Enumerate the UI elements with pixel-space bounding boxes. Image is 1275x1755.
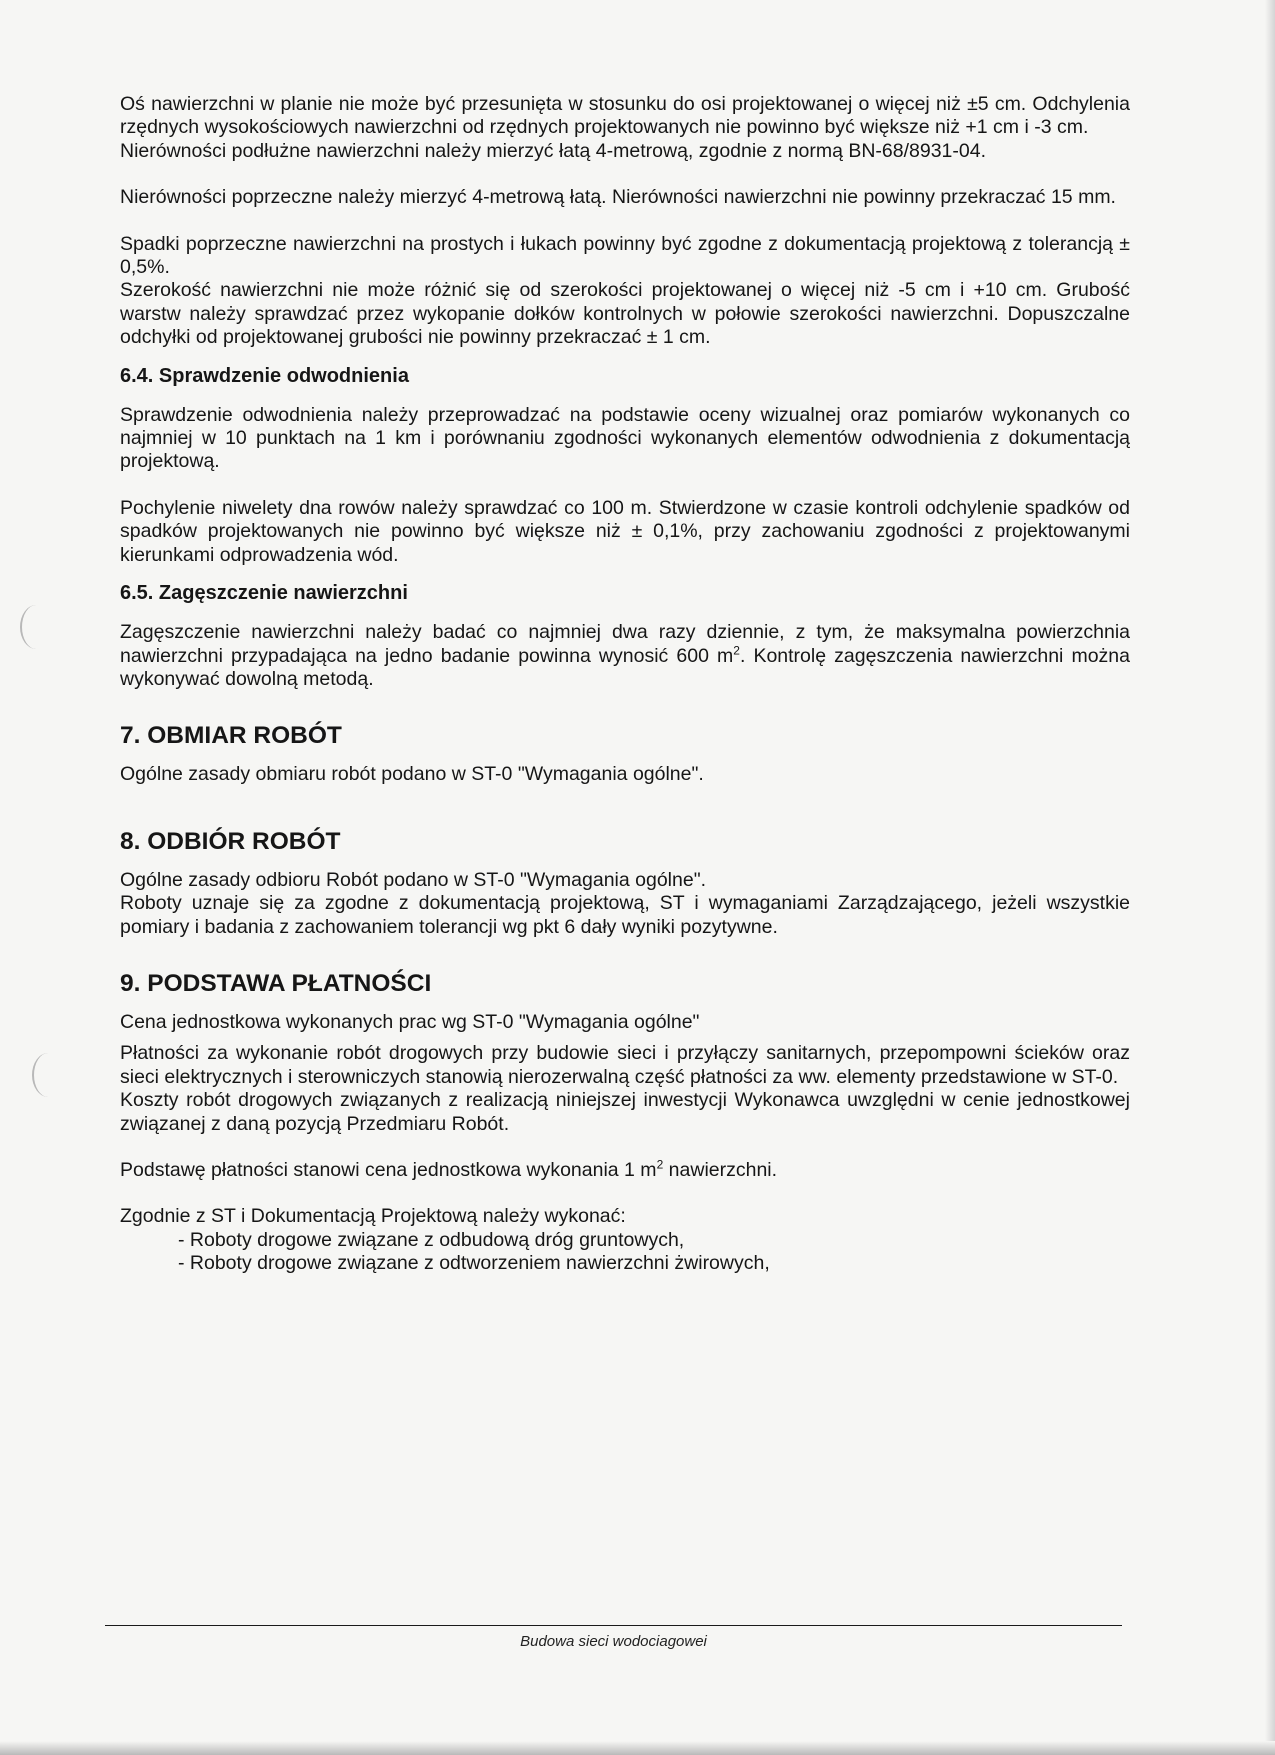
paragraph-width-thickness: Szerokość nawierzchni nie może różnić się od szerokości projektowanej o więcej niż -5 cm i +10 cm. Grubość warstw należy sprawdzać przez wykopanie dołków kontrolnych w połowie szerokości nawierzchni. Dopuszczalne odchyłki od projektowanej grubości nie powinny przekraczać ± 1 cm.: [120, 279, 1130, 349]
document-page: [120, 93, 1130, 1276]
punch-hole-upper: [20, 605, 52, 649]
paragraph-scope-intro: Zgodnie z ST i Dokumentacją Projektową należy wykonać:: [120, 1205, 626, 1228]
heading-9: 9. PODSTAWA PŁATNOŚCI: [120, 969, 432, 997]
punch-hole-lower: [32, 1053, 64, 1097]
paragraph-transverse-unevenness: Nierówności poprzeczne należy mierzyć 4-metrową łatą. Nierówności nawierzchni nie powinny przekraczać 15 mm.: [120, 186, 1116, 209]
heading-7: 7. OBMIAR ROBÓT: [120, 722, 342, 750]
paragraph-payment-basis-text-end: nawierzchni.: [663, 1158, 778, 1181]
list-item: - Roboty drogowe związane z odbudową dróg gruntowych,: [178, 1228, 685, 1251]
scan-edge-right: [1265, 0, 1275, 1755]
superscript-2-payment: 2: [656, 1157, 664, 1172]
paragraph-compaction-text: Zagęszczenie nawierzchni należy badać co najmniej dwa razy dziennie, z tym, że maksymalna powierzchnia nawierzchni przypadająca na jedno badanie powinna wynosić 600 m: [120, 621, 1130, 667]
paragraph-drainage-check: Sprawdzenie odwodnienia należy przeprowadzać na podstawie oceny wizualnej oraz pomiarów wykonanych co najmniej w 10 punktach na 1 km i porównaniu zgodności wykonanych elementów odwodnienia z dokumentacją projektową.: [120, 403, 1130, 473]
heading-8: 8. ODBIÓR ROBÓT: [120, 827, 341, 855]
paragraph-unit-price: Cena jednostkowa wykonanych prac wg ST-0 "Wymagania ogólne": [120, 1010, 700, 1033]
paragraph-longitudinal-unevenness: Nierówności podłużne nawierzchni należy mierzyć łatą 4-metrową, zgodnie z normą BN-68/8931-04.: [120, 139, 986, 162]
footer-divider: [105, 1625, 1122, 1626]
superscript-2: 2: [733, 643, 740, 657]
paragraph-acceptance-conformity: Roboty uznaje się za zgodne z dokumentacją projektową, ST i wymaganiami Zarządzającego, jeżeli wszystkie pomiary i badania z zachowaniem tolerancji wg pkt 6 dały wyniki pozytywne.: [120, 892, 1130, 938]
footer-title: Budowa sieci wodociagowei: [520, 1633, 707, 1650]
paragraph-axis-tolerance: Oś nawierzchni w planie nie może być przesunięta w stosunku do osi projektowanej o więcej niż ±5 cm. Odchylenia rzędnych wysokościowych nawierzchni od rzędnych projektowanych nie powinno być większe niż +1 cm i -3 cm.: [120, 93, 1130, 139]
paragraph-compaction: [120, 621, 1130, 691]
paragraph-payment-basis-text: Podstawę płatności stanowi cena jednostkowa wykonania 1 m: [120, 1158, 657, 1181]
paragraph-payments: Płatności za wykonanie robót drogowych przy budowie sieci i przyłączy sanitarnych, przepompowni ścieków oraz sieci elektrycznych i sterowniczych stanowią nierozerwalną część płatności za ww. elementy przedstawione w ST-0.: [120, 1042, 1130, 1088]
paragraph-costs: Koszty robót drogowych związanych z realizacją niniejszej inwestycji Wykonawca uwzględni w cenie jednostkowej związanej z daną pozycją Przedmiaru Robót.: [120, 1089, 1130, 1135]
scan-edge-bottom: [0, 1741, 1275, 1755]
paragraph-compaction-text-end: . Kontrolę zagęszczenia nawierzchni można wykonywać dowolną metodą.: [120, 644, 1130, 690]
heading-6-5: 6.5. Zagęszczenie nawierzchni: [120, 582, 408, 605]
paragraph-acceptance-general: Ogólne zasady odbioru Robót podano w ST-0 "Wymagania ogólne".: [120, 868, 707, 891]
list-item: - Roboty drogowe związane z odtworzeniem nawierzchni żwirowych,: [178, 1252, 770, 1275]
paragraph-measurement: Ogólne zasady obmiaru robót podano w ST-0 "Wymagania ogólne".: [120, 763, 704, 786]
paragraph-cross-slopes: Spadki poprzeczne nawierzchni na prostych i łukach powinny być zgodne z dokumentacją projektową z tolerancją ± 0,5%.: [120, 232, 1130, 279]
heading-6-4: 6.4. Sprawdzenie odwodnienia: [120, 364, 409, 387]
paragraph-payment-basis: [120, 1159, 1130, 1182]
paragraph-ditch-gradient: Pochylenie niwelety dna rowów należy sprawdzać co 100 m. Stwierdzone w czasie kontroli odchylenie spadków od spadków projektowanych nie powinno być większe niż ± 0,1%, przy zachowaniu zgodności z projektowanymi kierunkami odprowadzenia wód.: [120, 496, 1130, 566]
